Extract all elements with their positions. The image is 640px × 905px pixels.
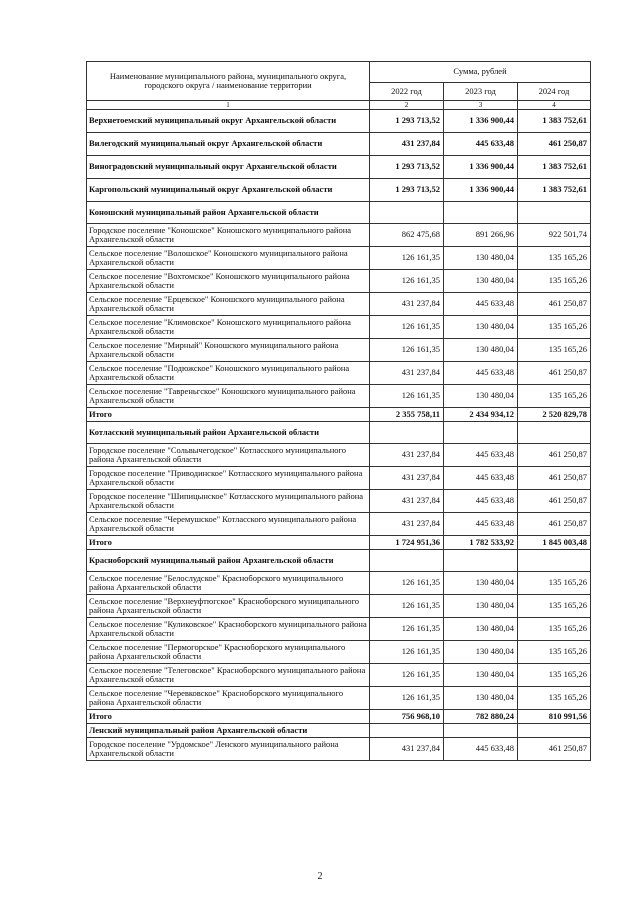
row-name-cell: Красноборский муниципальный район Архангельской области <box>87 550 370 572</box>
value-2022-cell: 126 161,35 <box>370 339 444 362</box>
document-page <box>86 61 590 761</box>
value-2023-cell: 2 434 934,12 <box>444 408 518 422</box>
value-2022-cell <box>370 422 444 444</box>
table-row <box>87 179 591 202</box>
column-header-sum: Сумма, рублей <box>370 62 591 83</box>
table-row <box>87 202 591 224</box>
table-row <box>87 687 591 710</box>
value-2023-cell: 445 633,48 <box>444 490 518 513</box>
value-2024-cell: 461 250,87 <box>518 133 591 156</box>
table-row <box>87 444 591 467</box>
value-2024-cell: 1 383 752,61 <box>518 179 591 202</box>
value-2023-cell: 445 633,48 <box>444 738 518 761</box>
value-2022-cell: 126 161,35 <box>370 572 444 595</box>
value-2023-cell: 891 266,96 <box>444 224 518 247</box>
budget-table <box>86 61 591 761</box>
value-2023-cell: 1 336 900,44 <box>444 156 518 179</box>
value-2023-cell: 1 782 533,92 <box>444 536 518 550</box>
value-2024-cell: 135 165,26 <box>518 247 591 270</box>
value-2022-cell: 431 237,84 <box>370 293 444 316</box>
value-2024-cell: 135 165,26 <box>518 641 591 664</box>
column-header-name: Наименование муниципального района, муниципального округа, городского округа / наименование территории <box>87 62 370 101</box>
value-2022-cell <box>370 202 444 224</box>
value-2024-cell: 135 165,26 <box>518 270 591 293</box>
value-2024-cell: 135 165,26 <box>518 385 591 408</box>
row-name-cell: Сельское поселение "Тавреньгское" Коношского муниципального района Архангельской области <box>87 385 370 408</box>
value-2022-cell: 431 237,84 <box>370 738 444 761</box>
value-2024-cell <box>518 202 591 224</box>
value-2024-cell: 1 383 752,61 <box>518 110 591 133</box>
value-2022-cell: 126 161,35 <box>370 247 444 270</box>
value-2024-cell <box>518 422 591 444</box>
value-2023-cell: 445 633,48 <box>444 444 518 467</box>
table-row <box>87 339 591 362</box>
value-2022-cell: 431 237,84 <box>370 467 444 490</box>
value-2022-cell: 1 293 713,52 <box>370 110 444 133</box>
row-name-cell: Сельское поселение "Подюжское" Коношского муниципального района Архангельской области <box>87 362 370 385</box>
row-name-cell: Городское поселение "Сольвычегодское" Котласского муниципального района Архангельской области <box>87 444 370 467</box>
value-2022-cell: 431 237,84 <box>370 133 444 156</box>
row-name-cell: Котласский муниципальный район Архангельской области <box>87 422 370 444</box>
table-row <box>87 156 591 179</box>
value-2022-cell: 126 161,35 <box>370 641 444 664</box>
value-2024-cell: 2 520 829,78 <box>518 408 591 422</box>
row-name-cell: Сельское поселение "Телеговское" Красноборского муниципального района Архангельской области <box>87 664 370 687</box>
value-2022-cell: 431 237,84 <box>370 444 444 467</box>
value-2022-cell: 1 724 951,36 <box>370 536 444 550</box>
row-name-cell: Итого <box>87 408 370 422</box>
row-name-cell: Городское поселение "Коношское" Коношского муниципального района Архангельской области <box>87 224 370 247</box>
table-row <box>87 641 591 664</box>
value-2023-cell: 445 633,48 <box>444 467 518 490</box>
value-2024-cell: 135 165,26 <box>518 316 591 339</box>
value-2023-cell: 1 336 900,44 <box>444 179 518 202</box>
value-2022-cell: 126 161,35 <box>370 270 444 293</box>
value-2022-cell: 431 237,84 <box>370 513 444 536</box>
value-2024-cell: 135 165,26 <box>518 687 591 710</box>
value-2023-cell: 782 880,24 <box>444 710 518 724</box>
value-2023-cell: 130 480,04 <box>444 572 518 595</box>
value-2024-cell: 461 250,87 <box>518 293 591 316</box>
value-2023-cell <box>444 422 518 444</box>
row-name-cell: Сельское поселение "Пермогорское" Красноборского муниципального района Архангельской области <box>87 641 370 664</box>
table-row <box>87 490 591 513</box>
page-number: 2 <box>317 871 323 882</box>
value-2024-cell: 135 165,26 <box>518 339 591 362</box>
row-name-cell: Верхнетоемский муниципальный округ Архангельской области <box>87 110 370 133</box>
value-2024-cell: 461 250,87 <box>518 513 591 536</box>
value-2022-cell: 126 161,35 <box>370 664 444 687</box>
table-row <box>87 664 591 687</box>
value-2022-cell <box>370 724 444 738</box>
value-2023-cell <box>444 550 518 572</box>
row-name-cell: Городское поселение "Шипицынское" Котласского муниципального района Архангельской области <box>87 490 370 513</box>
value-2023-cell: 130 480,04 <box>444 595 518 618</box>
column-number: 3 <box>444 101 518 110</box>
value-2023-cell: 445 633,48 <box>444 133 518 156</box>
value-2023-cell: 445 633,48 <box>444 362 518 385</box>
table-row <box>87 724 591 738</box>
row-name-cell: Каргопольский муниципальный округ Архангельской области <box>87 179 370 202</box>
value-2022-cell: 756 968,10 <box>370 710 444 724</box>
value-2022-cell <box>370 550 444 572</box>
value-2024-cell: 135 165,26 <box>518 572 591 595</box>
column-header-year-2022: 2022 год <box>370 82 444 100</box>
value-2023-cell: 130 480,04 <box>444 339 518 362</box>
table-row <box>87 550 591 572</box>
value-2023-cell: 130 480,04 <box>444 641 518 664</box>
value-2024-cell: 1 383 752,61 <box>518 156 591 179</box>
value-2024-cell: 135 165,26 <box>518 595 591 618</box>
row-name-cell: Городское поселение "Урдомское" Ленского муниципального района Архангельской области <box>87 738 370 761</box>
value-2022-cell: 431 237,84 <box>370 362 444 385</box>
table-row <box>87 385 591 408</box>
table-row <box>87 316 591 339</box>
value-2022-cell: 126 161,35 <box>370 618 444 641</box>
table-row <box>87 362 591 385</box>
value-2024-cell: 461 250,87 <box>518 738 591 761</box>
row-name-cell: Ленский муниципальный район Архангельской области <box>87 724 370 738</box>
column-header-year-2024: 2024 год <box>518 82 591 100</box>
row-name-cell: Коношский муниципальный район Архангельской области <box>87 202 370 224</box>
row-name-cell: Сельское поселение "Верхнеуфтюгское" Красноборского муниципального района Архангельской области <box>87 595 370 618</box>
table-row <box>87 572 591 595</box>
value-2024-cell: 461 250,87 <box>518 444 591 467</box>
value-2024-cell <box>518 724 591 738</box>
column-number: 4 <box>518 101 591 110</box>
row-name-cell: Виноградовский муниципальный округ Архангельской области <box>87 156 370 179</box>
row-name-cell: Сельское поселение "Волошское" Коношского муниципального района Архангельской области <box>87 247 370 270</box>
value-2022-cell: 2 355 758,11 <box>370 408 444 422</box>
table-row <box>87 467 591 490</box>
table-row <box>87 247 591 270</box>
value-2023-cell: 1 336 900,44 <box>444 110 518 133</box>
value-2023-cell: 130 480,04 <box>444 270 518 293</box>
row-name-cell: Итого <box>87 536 370 550</box>
table-row <box>87 536 591 550</box>
column-number: 1 <box>87 101 370 110</box>
value-2023-cell <box>444 202 518 224</box>
value-2024-cell: 461 250,87 <box>518 362 591 385</box>
row-name-cell: Итого <box>87 710 370 724</box>
value-2022-cell: 126 161,35 <box>370 595 444 618</box>
table-row <box>87 133 591 156</box>
row-name-cell: Вилегодский муниципальный округ Архангельской области <box>87 133 370 156</box>
table-row <box>87 293 591 316</box>
table-row <box>87 738 591 761</box>
value-2022-cell: 1 293 713,52 <box>370 179 444 202</box>
row-name-cell: Сельское поселение "Ерцевское" Коношского муниципального района Архангельской области <box>87 293 370 316</box>
row-name-cell: Сельское поселение "Белослудское" Красноборского муниципального района Архангельской области <box>87 572 370 595</box>
value-2023-cell: 130 480,04 <box>444 664 518 687</box>
value-2024-cell: 461 250,87 <box>518 490 591 513</box>
row-name-cell: Городское поселение "Приводинское" Котласского муниципального района Архангельской области <box>87 467 370 490</box>
value-2022-cell: 126 161,35 <box>370 385 444 408</box>
table-row <box>87 270 591 293</box>
column-number: 2 <box>370 101 444 110</box>
value-2023-cell <box>444 724 518 738</box>
table-body <box>87 110 591 761</box>
table-row <box>87 224 591 247</box>
value-2022-cell: 431 237,84 <box>370 490 444 513</box>
value-2023-cell: 445 633,48 <box>444 513 518 536</box>
column-header-year-2023: 2023 год <box>444 82 518 100</box>
row-name-cell: Сельское поселение "Мирный" Коношского муниципального района Архангельской области <box>87 339 370 362</box>
value-2022-cell: 126 161,35 <box>370 316 444 339</box>
value-2024-cell <box>518 550 591 572</box>
table-row <box>87 618 591 641</box>
value-2024-cell: 922 501,74 <box>518 224 591 247</box>
value-2022-cell: 862 475,68 <box>370 224 444 247</box>
table-row <box>87 422 591 444</box>
table-row <box>87 710 591 724</box>
table-row <box>87 595 591 618</box>
table-row <box>87 110 591 133</box>
value-2022-cell: 1 293 713,52 <box>370 156 444 179</box>
table-row <box>87 408 591 422</box>
row-name-cell: Сельское поселение "Климовское" Коношского муниципального района Архангельской области <box>87 316 370 339</box>
row-name-cell: Сельское поселение "Куликовское" Красноборского муниципального района Архангельской области <box>87 618 370 641</box>
row-name-cell: Сельское поселение "Черемушское" Котласского муниципального района Архангельской области <box>87 513 370 536</box>
value-2024-cell: 461 250,87 <box>518 467 591 490</box>
value-2024-cell: 135 165,26 <box>518 664 591 687</box>
value-2024-cell: 1 845 003,48 <box>518 536 591 550</box>
row-name-cell: Сельское поселение "Вохтомское" Коношского муниципального района Архангельской области <box>87 270 370 293</box>
table-row <box>87 513 591 536</box>
value-2024-cell: 810 991,56 <box>518 710 591 724</box>
row-name-cell: Сельское поселение "Черевковское" Красноборского муниципального района Архангельской области <box>87 687 370 710</box>
value-2023-cell: 130 480,04 <box>444 316 518 339</box>
value-2022-cell: 126 161,35 <box>370 687 444 710</box>
value-2023-cell: 130 480,04 <box>444 247 518 270</box>
value-2023-cell: 130 480,04 <box>444 385 518 408</box>
value-2024-cell: 135 165,26 <box>518 618 591 641</box>
value-2023-cell: 130 480,04 <box>444 618 518 641</box>
value-2023-cell: 130 480,04 <box>444 687 518 710</box>
value-2023-cell: 445 633,48 <box>444 293 518 316</box>
